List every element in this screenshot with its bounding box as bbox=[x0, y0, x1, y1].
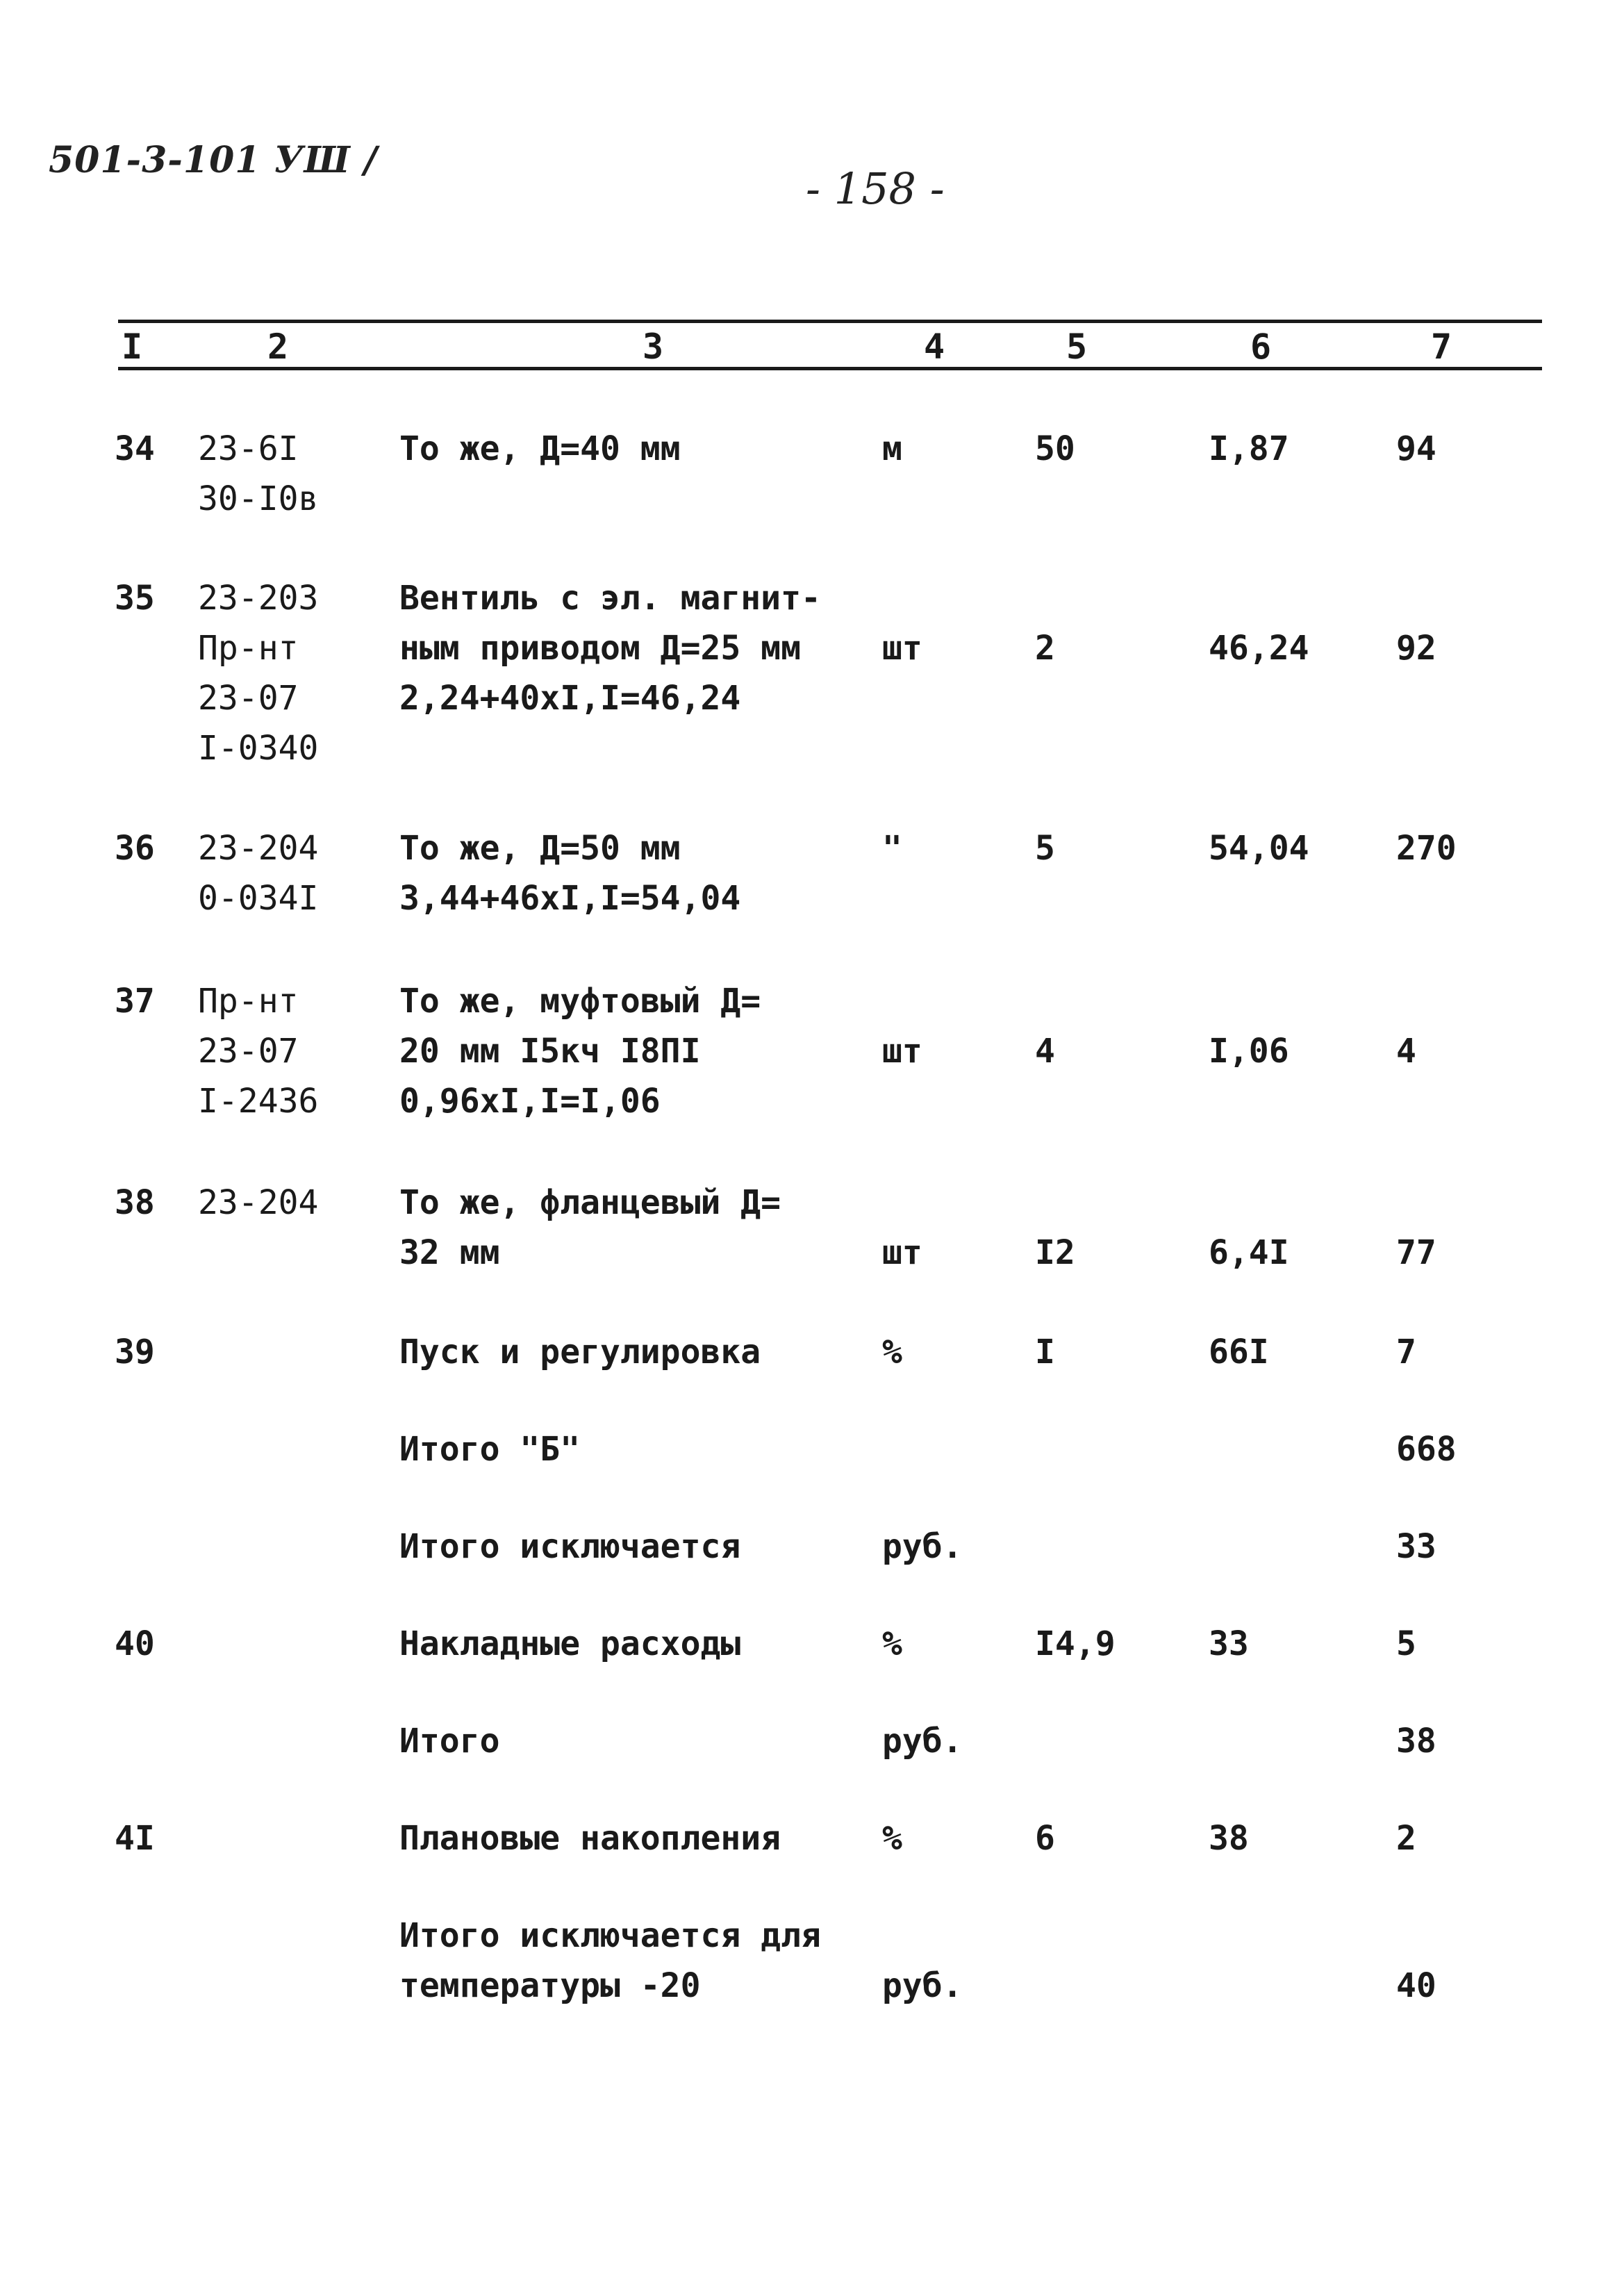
row-price: I,87 bbox=[1209, 429, 1289, 468]
row-code: 23-204 0-034I bbox=[198, 829, 319, 918]
row-code: 23-6I 30-I0в bbox=[198, 429, 319, 518]
row-quantity: 4 bbox=[1035, 1032, 1055, 1071]
row-number: 40 bbox=[115, 1624, 155, 1663]
row-price: 66I bbox=[1209, 1333, 1269, 1371]
column-header-6: 6 bbox=[1250, 327, 1272, 367]
row-description: То же, Д=50 мм 3,44+46хI,I=54,04 bbox=[399, 829, 741, 918]
row-description: Итого исключается bbox=[399, 1527, 741, 1566]
row-quantity: 50 bbox=[1035, 429, 1075, 468]
column-header-2: 2 bbox=[267, 327, 289, 367]
row-quantity: 5 bbox=[1035, 829, 1055, 868]
row-unit: руб. bbox=[882, 1527, 963, 1566]
row-description: Накладные расходы bbox=[399, 1624, 741, 1663]
page-number: - 158 - bbox=[806, 163, 945, 214]
row-quantity: I4,9 bbox=[1035, 1624, 1116, 1663]
column-header-4: 4 bbox=[924, 327, 945, 367]
row-description: То же, фланцевый Д= 32 мм bbox=[399, 1183, 781, 1272]
row-number: 37 bbox=[115, 982, 155, 1021]
table-top-rule bbox=[118, 320, 1542, 323]
row-description: Итого bbox=[399, 1722, 500, 1761]
row-number: 38 bbox=[115, 1183, 155, 1222]
row-total: 77 bbox=[1396, 1233, 1436, 1272]
row-quantity: 2 bbox=[1035, 629, 1055, 668]
column-header-5: 5 bbox=[1066, 327, 1088, 367]
row-unit: шт bbox=[882, 629, 922, 668]
document-code: 501-3-101 УШ / bbox=[49, 139, 378, 181]
row-description: Плановые накопления bbox=[399, 1819, 781, 1858]
table-header-rule bbox=[118, 367, 1542, 370]
row-quantity: I2 bbox=[1035, 1233, 1075, 1272]
column-header-3: 3 bbox=[643, 327, 664, 367]
row-quantity: I bbox=[1035, 1333, 1055, 1371]
row-total: 270 bbox=[1396, 829, 1457, 868]
row-unit: % bbox=[882, 1819, 902, 1858]
row-description: Пуск и регулировка bbox=[399, 1333, 761, 1371]
row-total: 2 bbox=[1396, 1819, 1416, 1858]
row-description: Итого "Б" bbox=[399, 1430, 581, 1469]
row-total: 38 bbox=[1396, 1722, 1436, 1761]
row-number: 34 bbox=[115, 429, 155, 468]
row-price: 54,04 bbox=[1209, 829, 1309, 868]
row-number: 36 bbox=[115, 829, 155, 868]
row-description: Вентиль с эл. магнит- ным приводом Д=25 мм 2,24+40хI,I=46,24 bbox=[399, 579, 821, 718]
row-total: 40 bbox=[1396, 1966, 1436, 2005]
column-header-1: I bbox=[122, 327, 143, 367]
row-total: 7 bbox=[1396, 1333, 1416, 1371]
row-number: 39 bbox=[115, 1333, 155, 1371]
row-unit: % bbox=[882, 1333, 902, 1371]
row-quantity: 6 bbox=[1035, 1819, 1055, 1858]
row-description: То же, муфтовый Д= 20 мм I5кч I8ПI 0,96хI,I=I,06 bbox=[399, 982, 761, 1121]
row-unit: руб. bbox=[882, 1722, 963, 1761]
row-unit: % bbox=[882, 1624, 902, 1663]
row-code: 23-203 Пр-нт 23-07 I-0340 bbox=[198, 579, 319, 768]
row-code: 23-204 bbox=[198, 1183, 319, 1222]
row-price: I,06 bbox=[1209, 1032, 1289, 1071]
row-total: 33 bbox=[1396, 1527, 1436, 1566]
row-unit: шт bbox=[882, 1233, 922, 1272]
row-code: Пр-нт 23-07 I-2436 bbox=[198, 982, 319, 1121]
row-total: 94 bbox=[1396, 429, 1436, 468]
row-price: 46,24 bbox=[1209, 629, 1309, 668]
column-header-7: 7 bbox=[1431, 327, 1452, 367]
row-unit: " bbox=[882, 829, 902, 868]
row-price: 6,4I bbox=[1209, 1233, 1289, 1272]
row-price: 38 bbox=[1209, 1819, 1249, 1858]
row-unit: руб. bbox=[882, 1966, 963, 2005]
row-number: 35 bbox=[115, 579, 155, 618]
row-unit: шт bbox=[882, 1032, 922, 1071]
row-total: 4 bbox=[1396, 1032, 1416, 1071]
row-price: 33 bbox=[1209, 1624, 1249, 1663]
row-description: Итого исключается для температуры -20 bbox=[399, 1916, 821, 2005]
row-total: 668 bbox=[1396, 1430, 1457, 1469]
row-number: 4I bbox=[115, 1819, 155, 1858]
row-total: 92 bbox=[1396, 629, 1436, 668]
row-total: 5 bbox=[1396, 1624, 1416, 1663]
row-unit: м bbox=[882, 429, 902, 468]
row-description: То же, Д=40 мм bbox=[399, 429, 681, 468]
